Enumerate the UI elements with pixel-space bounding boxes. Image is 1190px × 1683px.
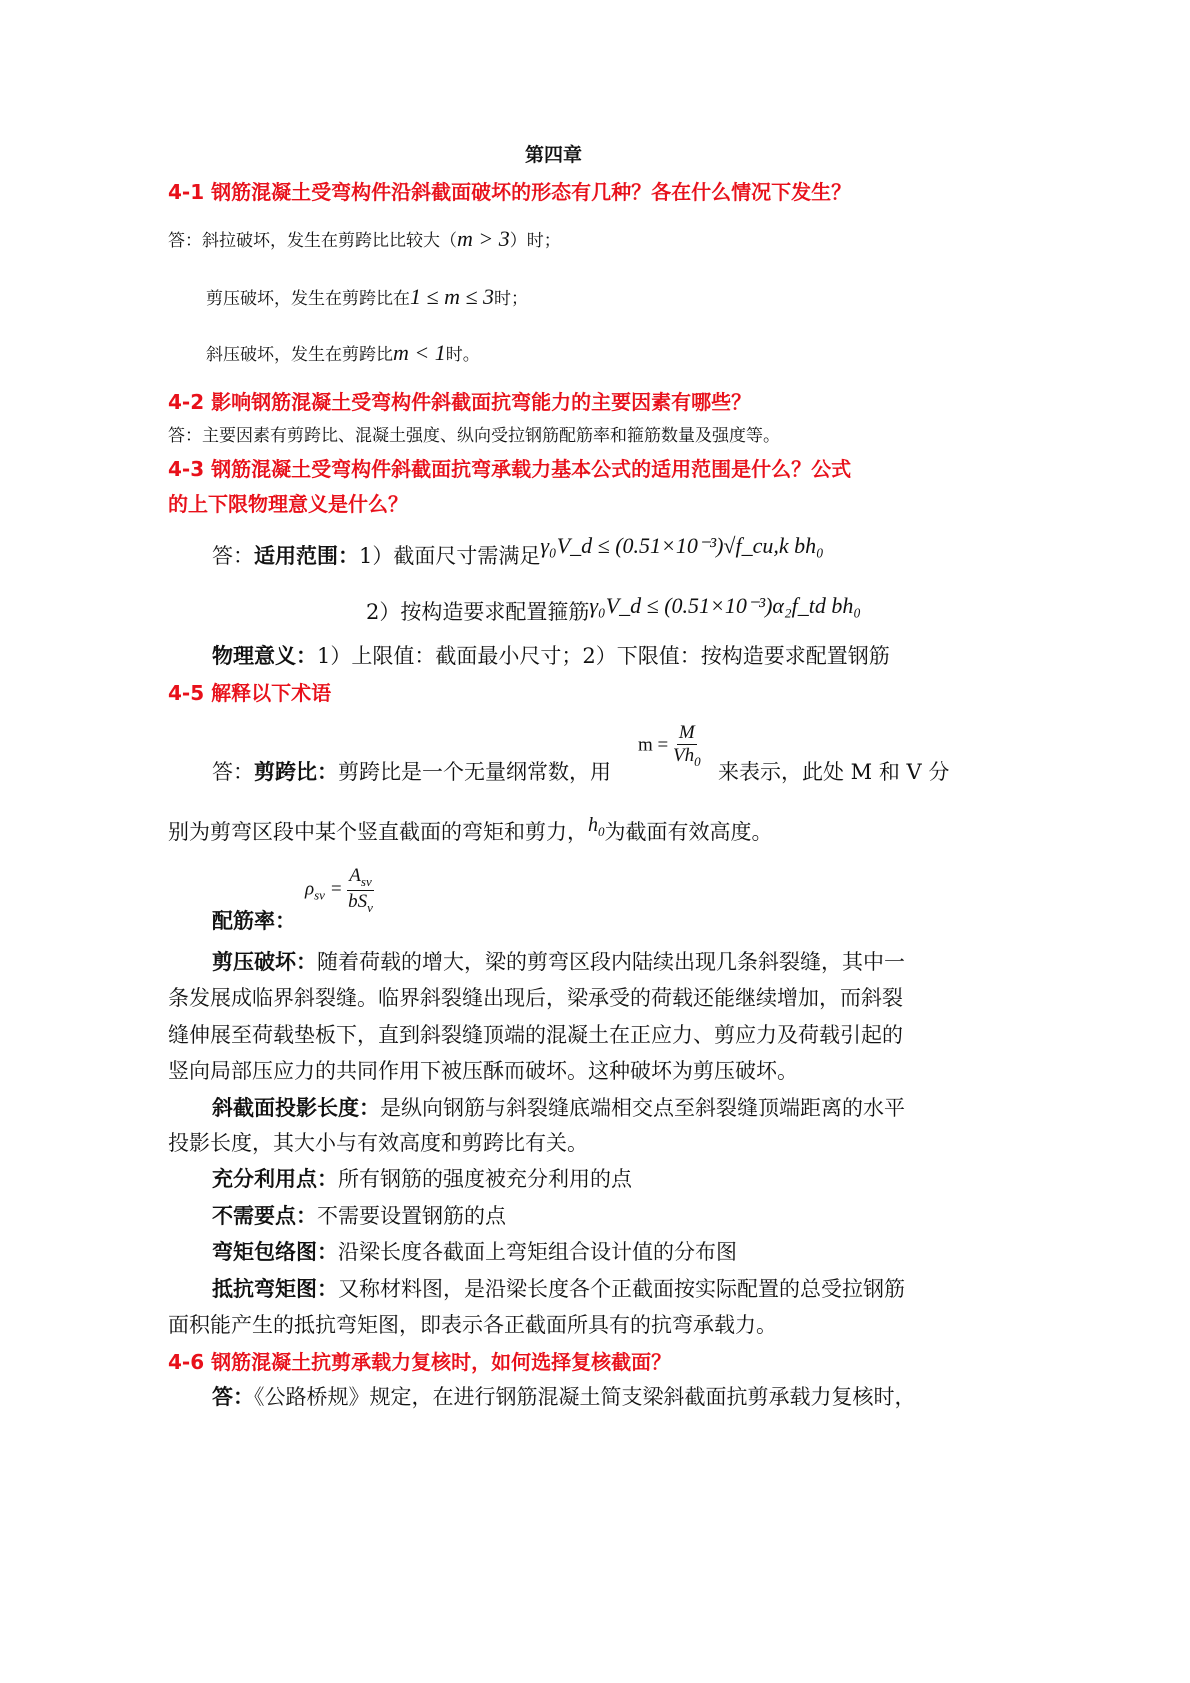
text: 所有钢筋的强度被充分利用的点 [338,1167,632,1191]
answer-4-2: 答：主要因素有剪跨比、混凝土强度、纵向受拉钢筋配筋率和箍筋数量及强度等。 [168,426,780,446]
label: 适用范围： [254,543,359,568]
answer-line [212,946,905,976]
text: 斜压破坏，发生在剪跨比 [206,345,393,365]
answer-line [212,1163,632,1193]
formula: 1 ≤ m ≤ 3 [410,284,495,309]
text: 面积能产生的抵抗弯矩图，即表示各正截面所具有的抗弯承载力。 [168,1313,777,1337]
text: 答：斜拉破坏，发生在剪跨比比较大（ [168,231,457,251]
text: 《公路桥规》规定，在进行钢筋混凝土简支梁斜截面抗剪承载力复核时， [254,1385,916,1409]
term: 剪跨比： [254,759,338,784]
formula: $h_0$ [588,814,605,839]
text: 别为剪弯区段中某个竖直截面的弯矩和剪力， [168,820,588,844]
text: 不需要设置钢筋的点 [317,1204,506,1228]
formula-reinforcement-ratio: $\rho_{sv}$ = $\frac{A_{sv}}{bS_v}$ [305,865,373,915]
question-4-1: 4-1 钢筋混凝土受弯构件沿斜截面破坏的形态有几种？各在什么情况下发生？ [168,180,852,204]
text: ）时； [509,231,561,251]
formula-shear-span: m = $\frac{M}{Vh_0}$ [638,722,701,769]
term: 配筋率： [212,908,296,933]
formula: m > 3 [457,226,510,251]
answer-line [212,756,611,786]
text: 为截面有效高度。 [604,820,773,844]
text: 1）上限值：截面最小尺寸；2）下限值：按构造要求配置钢筋 [317,644,890,668]
text: 剪跨比是一个无量纲常数，用 [338,760,611,784]
text: 是纵向钢筋与斜裂缝底端相交点至斜裂缝顶端距离的水平 [380,1096,905,1120]
term: 充分利用点： [212,1166,338,1191]
text: 沿梁长度各截面上弯矩组合设计值的分布图 [338,1240,737,1264]
text: 随着荷载的增大，梁的剪弯区段内陆续出现几条斜裂缝，其中一 [317,950,905,974]
formula: γ₀V_d ≤ (0.51×10⁻³)α₂f_td bh₀ [589,593,861,618]
answer-line [212,640,890,670]
label: 答： [212,760,254,784]
term: 弯矩包络图： [212,1239,338,1264]
text: 时； [494,289,529,309]
answer-line [212,1273,905,1303]
text: 来表示，此处 M 和 V 分 [718,760,950,784]
answer-line [212,1381,916,1411]
text: 剪压破坏，发生在剪跨比在 [206,289,410,309]
text: 时。 [445,345,480,365]
answer-line [206,340,480,366]
text: 2）按构造要求配置箍筋 [366,600,590,624]
chapter-title: 第四章 [525,144,583,166]
text: 缝伸展至荷载垫板下，直到斜裂缝顶端的混凝土在正应力、剪应力及荷载引起的 [168,1023,903,1047]
answer-line [212,533,824,570]
question-4-3-line2: 的上下限物理意义是什么？ [168,492,408,516]
answer-line [212,1092,905,1122]
term: 抵抗弯矩图： [212,1276,338,1301]
text: 竖向局部压应力的共同作用下被压酥而破坏。这种破坏为剪压破坏。 [168,1059,798,1083]
answer-line [168,226,561,252]
label: 答： [212,1384,254,1409]
label: 物理意义： [212,643,317,668]
label: 答： [212,544,254,568]
text: 投影长度，其大小与有效高度和剪跨比有关。 [168,1131,588,1155]
term: 剪压破坏： [212,949,317,974]
answer-line [366,593,861,626]
text: 又称材料图，是沿梁长度各个正截面按实际配置的总受拉钢筋 [338,1277,905,1301]
question-4-5: 4-5 解释以下术语 [168,681,332,705]
formula: γ₀V_d ≤ (0.51×10⁻³)√f_cu,k bh₀ [540,533,824,558]
term: 斜截面投影长度： [212,1095,380,1120]
question-4-2: 4-2 影响钢筋混凝土受弯构件斜截面抗弯能力的主要因素有哪些？ [168,390,752,414]
answer-line [206,284,528,310]
text: 1）截面尺寸需满足 [359,544,541,568]
formula: m < 1 [393,340,446,365]
text: 条发展成临界斜裂缝。临界斜裂缝出现后，梁承受的荷载还能继续增加，而斜裂 [168,986,903,1010]
answer-line [212,1200,506,1230]
question-4-6: 4-6 钢筋混凝土抗剪承载力复核时，如何选择复核截面？ [168,1350,672,1374]
answer-line [168,816,773,848]
question-4-3-line1: 4-3 钢筋混凝土受弯构件斜截面抗弯承载力基本公式的适用范围是什么？公式 [168,457,852,481]
term: 不需要点： [212,1203,317,1228]
answer-line [212,1236,737,1266]
